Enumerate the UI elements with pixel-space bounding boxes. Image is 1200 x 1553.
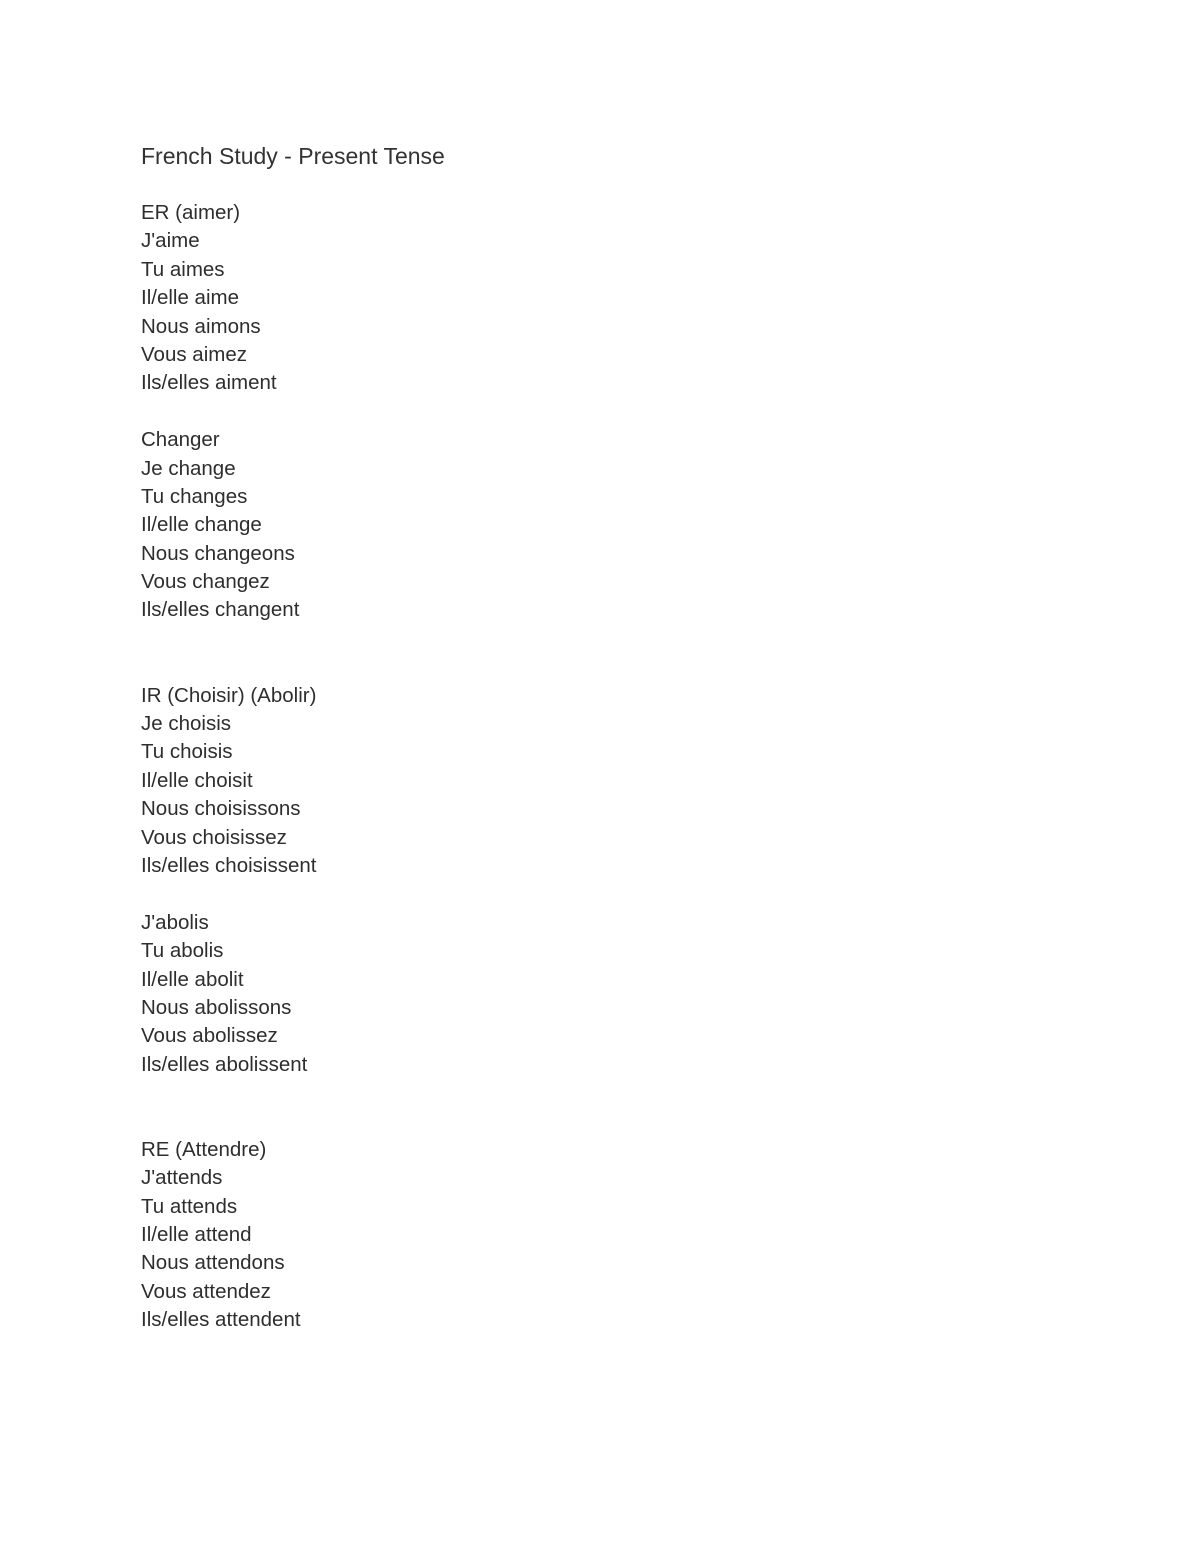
conjugation-line: Ils/elles changent	[141, 598, 300, 622]
blank-line	[141, 625, 1041, 682]
conjugation-line: Ils/elles attendent	[141, 1308, 301, 1332]
conjugation-line: J'attends	[141, 1166, 223, 1190]
section-heading: RE (Attendre)	[141, 1137, 267, 1161]
conjugation-line: Tu abolis	[141, 939, 224, 963]
conjugation-line: Vous choisissez	[141, 825, 287, 849]
section-ir-choisir	[141, 682, 1041, 881]
document-body	[141, 141, 1041, 1335]
conjugation-line: Tu aimes	[141, 257, 225, 281]
section-ir-abolir	[141, 909, 1041, 1079]
conjugation-line: Vous changez	[141, 570, 270, 594]
document-title: French Study - Present Tense	[141, 143, 445, 169]
conjugation-line: Nous aimons	[141, 314, 261, 338]
conjugation-line: Je change	[141, 456, 236, 480]
conjugation-line: J'abolis	[141, 910, 209, 934]
section-heading: ER (aimer)	[141, 201, 241, 224]
conjugation-line: Nous choisissons	[141, 797, 301, 821]
section-heading: IR (Choisir) (Abolir)	[141, 683, 317, 707]
conjugation-line: Tu attends	[141, 1194, 238, 1218]
section-changer	[141, 426, 1041, 625]
section-re	[141, 1136, 1041, 1335]
conjugation-line: Tu changes	[141, 484, 248, 508]
conjugation-line: Nous attendons	[141, 1251, 285, 1275]
conjugation-line: Vous attendez	[141, 1279, 271, 1303]
section-heading: Changer	[141, 428, 220, 452]
blank-line	[141, 1079, 1041, 1136]
conjugation-line: Nous changeons	[141, 541, 295, 565]
conjugation-line: Ils/elles aiment	[141, 371, 277, 395]
conjugation-line: Il/elle abolit	[141, 967, 244, 991]
conjugation-line: Ils/elles abolissent	[141, 1052, 308, 1076]
conjugation-line: Il/elle change	[141, 513, 262, 537]
conjugation-line: Nous abolissons	[141, 995, 292, 1019]
conjugation-line: Je choisis	[141, 712, 232, 736]
blank-line	[141, 880, 1041, 908]
conjugation-line: Il/elle aime	[141, 286, 239, 310]
conjugation-line: Il/elle attend	[141, 1223, 252, 1247]
conjugation-line: Tu choisis	[141, 740, 233, 764]
blank-line	[141, 398, 1041, 426]
conjugation-line: Vous aimez	[141, 342, 247, 366]
conjugation-line: Il/elle choisit	[141, 768, 253, 792]
section-er	[141, 199, 1041, 398]
conjugation-line: Ils/elles choisissent	[141, 854, 317, 877]
conjugation-line: Vous abolissez	[141, 1024, 278, 1048]
conjugation-line: J'aime	[141, 229, 200, 253]
